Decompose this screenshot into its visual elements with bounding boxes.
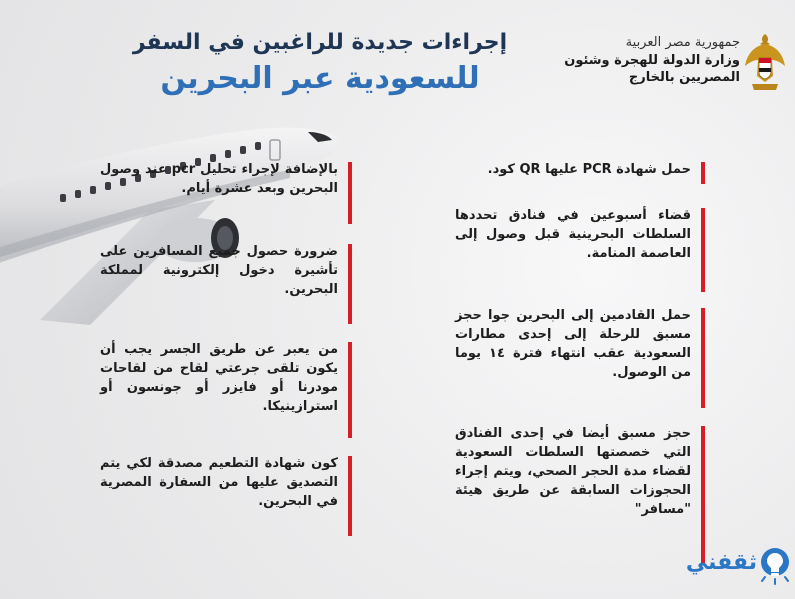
list-item [100, 340, 352, 416]
requirement-text: حمل القادمين إلى البحرين جوا حجز مسبق للرحلة إلى إحدى مطارات السعودية عقب انتهاء فترة ١٤ يوما من الوصول. [455, 308, 691, 380]
ministry-name-line-2: المصريين بالخارج [628, 70, 740, 85]
page-title [130, 28, 510, 98]
list-item [455, 306, 705, 382]
list-item [455, 160, 705, 179]
requirement-text: ضرورة حصول جميع المسافرين على تأشيرة دخول إلكترونية لمملكة البحرين. [100, 244, 338, 297]
requirement-text: حمل شهادة PCR عليها QR كود. [487, 162, 691, 177]
requirement-text: كون شهادة التطعيم مصدقة لكي يتم التصديق عليها من السفارة المصرية في البحرين. [100, 456, 338, 509]
ministry-label [560, 34, 740, 86]
egypt-eagle-emblem-icon [744, 32, 786, 94]
list-item [455, 424, 705, 519]
red-marker [348, 342, 352, 438]
red-marker [701, 208, 705, 292]
title-line-2: للسعودية عبر البحرين [160, 61, 480, 96]
title-line-1: إجراءات جديدة للراغبين في السفر [132, 30, 508, 55]
list-item [100, 242, 352, 299]
republic-name: جمهورية مصر العربية [625, 35, 740, 50]
list-item [455, 206, 705, 263]
red-marker [701, 308, 705, 408]
requirement-text: من يعبر عن طريق الجسر يجب أن يكون تلقى جرعتي لقاح من لقاحات مودرنا أو فايزر أو جونسون أو استرازينيكا. [100, 342, 338, 414]
requirement-text: بالإضافة لإجراء تحليل pcr عند وصول البحرين وبعد عشرة أيام. [100, 162, 338, 196]
red-marker [701, 162, 705, 184]
list-item [100, 160, 352, 198]
red-marker [348, 244, 352, 324]
lightbulb-icon [759, 546, 791, 586]
brand-name: ثقفني [685, 550, 757, 575]
list-item [100, 454, 352, 511]
brand-logo [685, 532, 795, 599]
red-marker [348, 456, 352, 536]
requirement-text: حجز مسبق أيضا في إحدى الفنادق التي خصصتها السلطات السعودية لقضاء مدة الحجر الصحي، ويتم إجراء الحجوزات السابقة عن طريق هيئة "مسافر" [455, 426, 691, 517]
ministry-name-line-1: وزارة الدولة للهجرة وشئون [564, 53, 740, 68]
header [0, 0, 795, 115]
red-marker [348, 162, 352, 224]
requirement-text: قضاء أسبوعين في فنادق تحددها السلطات البحرينية قبل وصول إلى العاصمة المنامة. [455, 208, 691, 261]
